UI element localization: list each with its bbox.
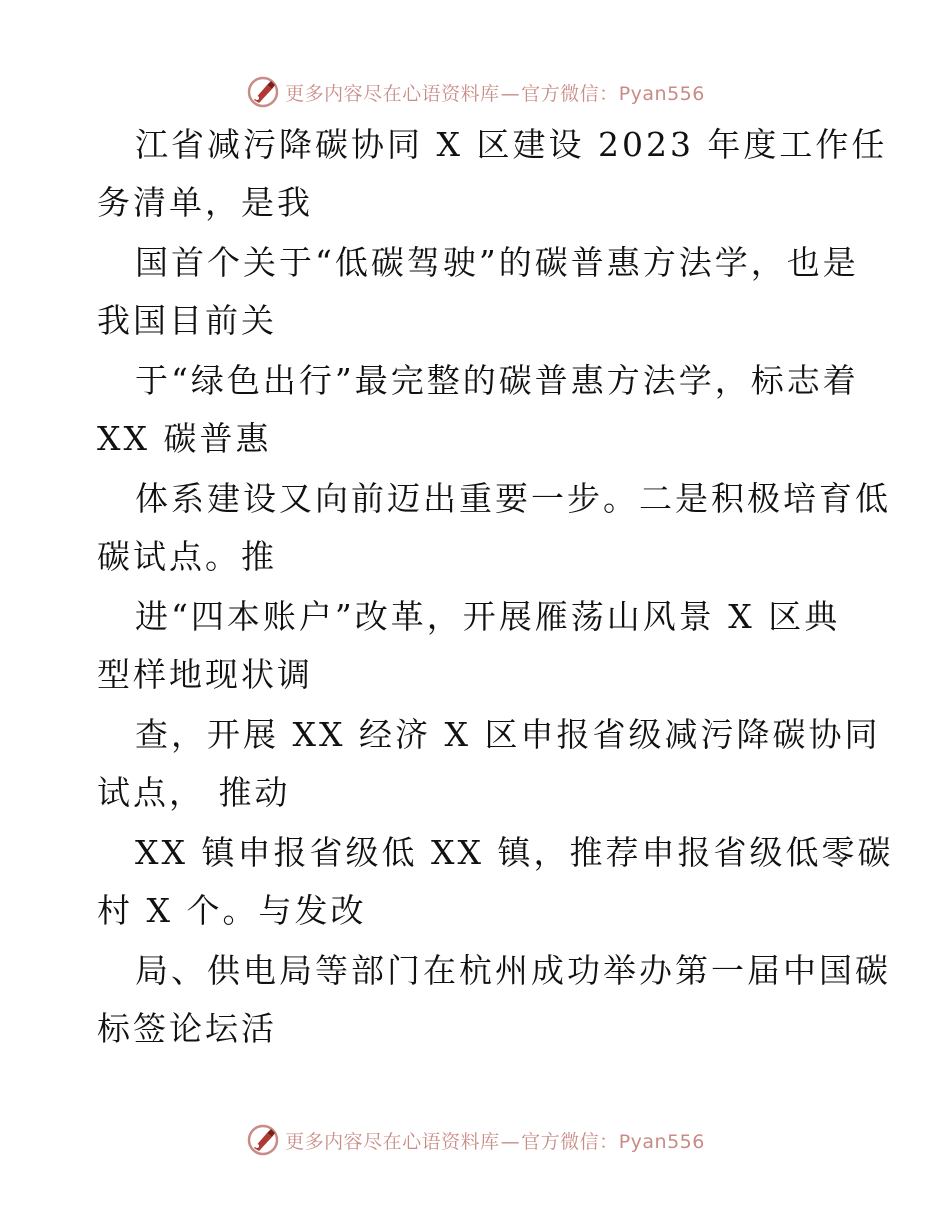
text-line: 我国目前关 [97,301,277,340]
pen-nib-logo-icon [245,74,281,110]
watermark-text [285,79,705,106]
watermark-label: 官方微信： [521,1130,619,1153]
watermark-separator: — [500,82,521,105]
text-line: 于“绿色出行”最完整的碳普惠方法学，标志着 [135,361,859,400]
text-line: 村 X 个。与发改 [97,891,367,930]
text-line: 试点， 推动 [97,773,291,812]
text-line: 国首个关于“低碳驾驶”的碳普惠方法学，也是 [135,243,859,282]
header-watermark [0,72,950,112]
text-line: 型样地现状调 [97,655,313,694]
text-line: 江省减污降碳协同 X 区建设 2023 年度工作任 [135,125,888,164]
text-line: 务清单，是我 [97,183,313,222]
watermark-label: 官方微信： [521,82,619,105]
watermark-brand: 更多内容尽在心语资料库 [285,82,500,105]
watermark-separator: — [500,1130,521,1153]
pen-nib-logo-icon [245,1122,281,1158]
text-line: 查，开展 XX 经济 X 区申报省级减污降碳协同 [135,715,881,754]
text-line: XX 镇申报省级低 XX 镇，推荐申报省级低零碳 [135,833,894,872]
footer-watermark [0,1120,950,1160]
watermark-wechat-id: Pyan556 [618,1130,705,1153]
text-line: 标签论坛活 [97,1009,277,1048]
text-line: XX 碳普惠 [97,419,272,458]
text-line: 局、供电局等部门在杭州成功举办第一届中国碳 [135,951,891,990]
text-line: 碳试点。推 [97,537,277,576]
text-line: 体系建设又向前迈出重要一步。二是积极培育低 [135,479,891,518]
watermark-brand: 更多内容尽在心语资料库 [285,1130,500,1153]
text-line: 进“四本账户”改革，开展雁荡山风景 X 区典 [135,597,841,636]
watermark-wechat-id: Pyan556 [618,82,705,105]
watermark-text [285,1127,705,1154]
